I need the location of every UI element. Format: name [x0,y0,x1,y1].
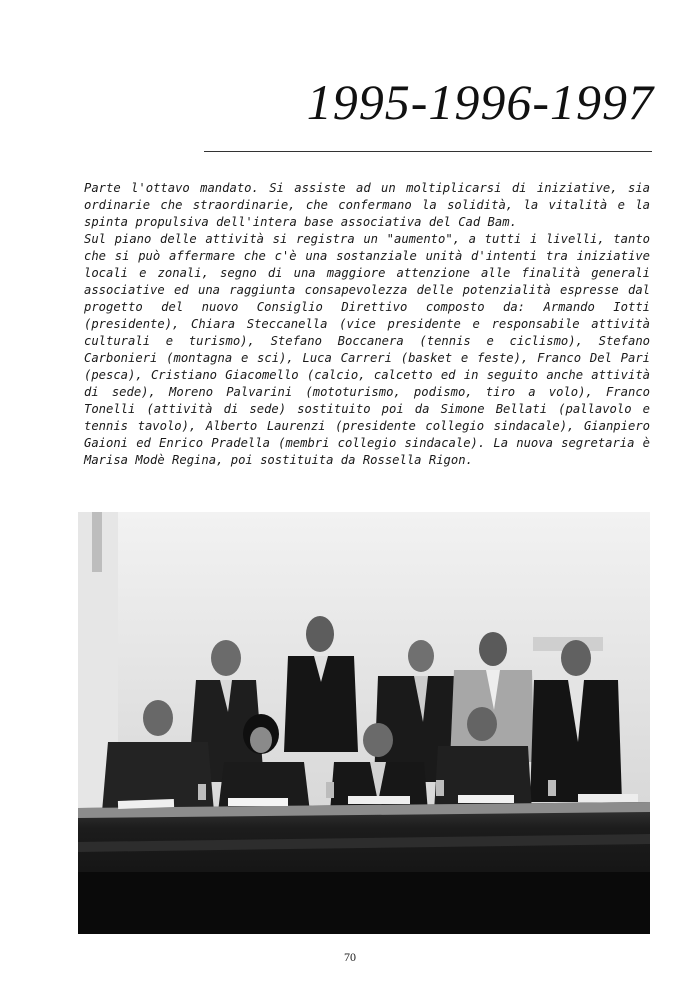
page-title: 1995-1996-1997 [306,74,654,130]
title-divider [204,151,652,152]
body-text [84,180,650,469]
paragraph-2: Sul piano delle attività si registra un "aumento", a tutti i livelli, tanto che si può affermare che c'è una sostanziale unità d'intenti tra iniziative locali e zonali, segno di una maggiore attenzione alle finalità generali associative ed una raggiunta consapevolezza delle potenzialità espresse dal progetto del nuovo Consiglio Direttivo composto da: Armando Iotti (presidente), Chiara Steccanella (vice presidente e responsabile attività culturali e turismo), Stefano Boccanera (tennis e ciclismo), Stefano Carbonieri (montagna e sci), Luca Carreri (basket e feste), Franco Del Pari (pesca), Cristiano Giacomello (calcio, calcetto ed in seguito anche attività di sede), Moreno Palvarini (mototurismo, podismo, tiro a volo), Franco Tonelli (attività di sede) sostituito poi da Simone Bellati (pallavolo e tennis tavolo), Alberto Laurenzi (presidente collegio sindacale), Gianpiero Gaioni ed Enrico Pradella (membri collegio sindacale). La nuova segretaria è Marisa Modè Regina, poi sostituita da Rossella Rigon. [84,232,650,467]
group-photo [78,512,650,934]
paragraph-1: Parte l'ottavo mandato. Si assiste ad un moltiplicarsi di iniziative, sia ordinarie che straordinarie, che confermano la solidità, la vitalità e la spinta propulsiva dell'intera base associativa del Cad Bam. [84,181,650,229]
page-number: 70 [344,950,356,964]
